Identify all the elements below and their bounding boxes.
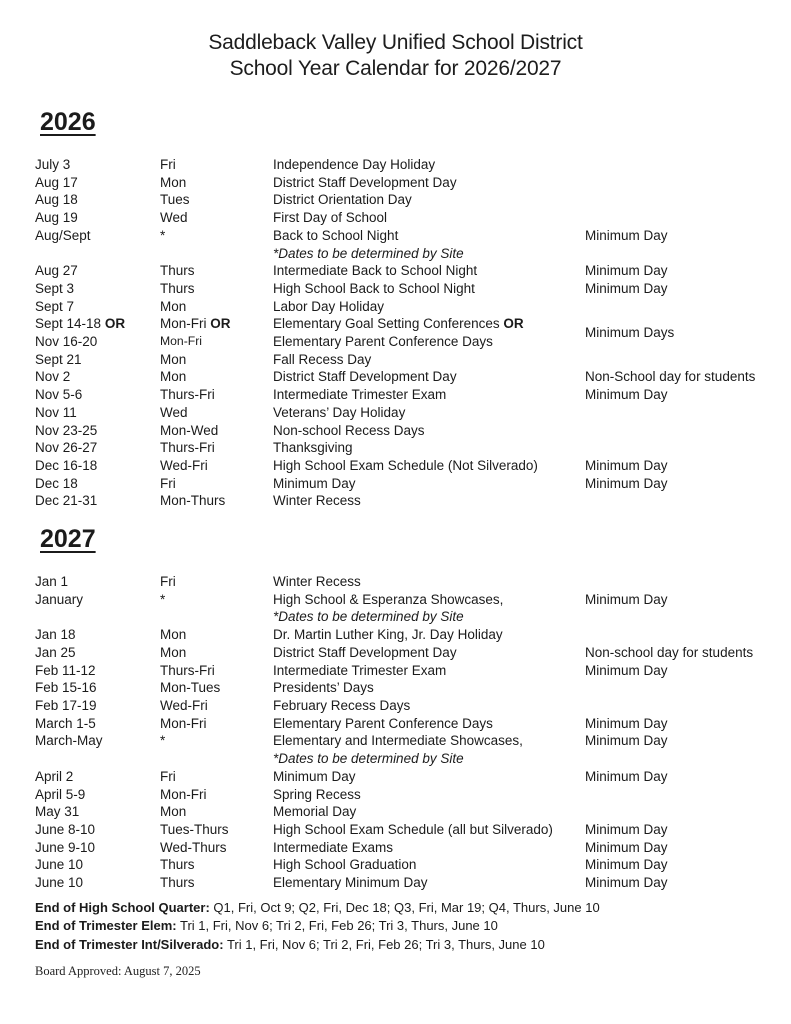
calendar-row (35, 368, 791, 386)
calendar-row (35, 839, 791, 857)
calendar-row (35, 475, 791, 493)
date-cell: May 31 (35, 804, 80, 820)
event-cell: Independence Day Holiday (273, 157, 436, 172)
day-cell: Wed (160, 210, 188, 226)
note-cell (585, 679, 791, 697)
note-cell (585, 191, 791, 209)
calendar-row (35, 191, 791, 209)
note-cell: Minimum Day (585, 263, 668, 279)
date-cell: June 10 (35, 857, 84, 873)
calendar-row (35, 404, 791, 422)
day-cell: Mon-Fri (160, 334, 202, 349)
day-cell: Mon-Tues (160, 680, 221, 696)
note-cell: Non-school day for students (585, 644, 754, 660)
note-cell (585, 626, 791, 644)
dates-determined-by-site-note: *Dates to be determined by Site (273, 751, 464, 767)
end-of-high-school-quarter-line (35, 899, 791, 918)
event-cell: Minimum Day (273, 768, 356, 784)
event-cell: Minimum Day (273, 475, 356, 491)
day-cell: Tues (160, 192, 190, 208)
title-line-calendar-year: School Year Calendar for 2026/2027 (229, 57, 562, 80)
day-cell: Thurs (160, 857, 195, 873)
event-cell: February Recess Days (273, 697, 411, 713)
calendar-row (35, 351, 791, 369)
event-cell: Dr. Martin Luther King, Jr. Day Holiday (273, 627, 503, 643)
calendar-row (35, 803, 791, 821)
calendar-row (35, 856, 791, 874)
event-cell: Elementary and Intermediate Showcases, (273, 733, 523, 749)
calendar-row (35, 209, 791, 227)
calendar-row (35, 874, 791, 892)
event-cell: Back to School Night (273, 227, 399, 243)
event-cell: District Orientation Day (273, 192, 412, 208)
day-cell: Mon (160, 174, 187, 190)
date-cell: March 1-5 (35, 715, 96, 731)
calendar-row (35, 386, 791, 404)
date-cell: Aug/Sept (35, 227, 91, 243)
event-cell: Elementary Minimum Day (273, 875, 428, 891)
event-cell: High School Graduation (273, 857, 417, 873)
note-cell: Minimum Day (585, 662, 668, 678)
event-cell: District Staff Development Day (273, 174, 457, 190)
day-cell: Fri (160, 768, 176, 784)
note-cell (585, 697, 791, 715)
calendar-row (35, 457, 791, 475)
note-cell (585, 209, 791, 227)
event-cell: District Staff Development Day (273, 644, 457, 660)
date-cell: June 10 (35, 875, 84, 891)
date-cell: June 8-10 (35, 821, 96, 837)
event-cell: Labor Day Holiday (273, 298, 385, 314)
note-cell (585, 156, 791, 174)
day-cell: Wed-Fri (160, 457, 208, 473)
day-cell: Thurs (160, 875, 195, 891)
day-cell: Fri (160, 574, 176, 590)
day-cell: Mon (160, 804, 187, 820)
event-cell: District Staff Development Day (273, 369, 457, 385)
date-cell: April 5-9 (35, 786, 86, 802)
calendar-row (35, 315, 791, 341)
date-cell: Nov 23-25 (35, 422, 98, 438)
date-cell: Feb 15-16 (35, 680, 97, 696)
calendar-row (35, 679, 791, 697)
day-cell: * (160, 227, 166, 243)
title-line-district: Saddleback Valley Unified School District (208, 31, 583, 54)
event-cell: Presidents’ Days (273, 680, 374, 696)
day-cell: Thurs-Fri (160, 440, 215, 456)
event-cell: Veterans’ Day Holiday (273, 404, 406, 420)
note-cell: Minimum Day (585, 821, 668, 837)
footer-notes (35, 899, 791, 980)
date-cell: Feb 17-19 (35, 697, 97, 713)
day-cell: Thurs-Fri (160, 662, 215, 678)
calendar-row (35, 573, 791, 591)
event-cell: Intermediate Exams (273, 839, 394, 855)
day-cell: Mon-Thurs (160, 493, 226, 509)
event-cell: Spring Recess (273, 786, 361, 802)
day-cell: Fri (160, 157, 176, 172)
calendar-row (35, 662, 791, 680)
day-cell: Mon (160, 351, 187, 367)
note-cell (585, 298, 791, 316)
dates-determined-by-site-note: *Dates to be determined by Site (273, 609, 464, 625)
calendar-row (35, 768, 791, 786)
calendar-row (35, 644, 791, 662)
end-of-trimester-elem-label: End of Trimester Elem: (35, 918, 177, 934)
event-cell: Elementary Goal Setting Conferences OR (273, 316, 524, 332)
event-cell: Non-school Recess Days (273, 422, 425, 438)
note-cell (585, 404, 791, 422)
end-of-trimester-elem-dates: Tri 1, Fri, Nov 6; Tri 2, Fri, Feb 26; Tri 3, Thurs, June 10 (179, 918, 498, 934)
note-cell (585, 786, 791, 804)
end-of-trimester-elem-line (35, 917, 791, 936)
date-cell: July 3 (35, 157, 71, 172)
calendar-row (35, 626, 791, 644)
date-cell: Jan 1 (35, 574, 69, 590)
event-cell: High School Exam Schedule (Not Silverado) (273, 457, 538, 473)
date-cell: Aug 19 (35, 210, 78, 226)
event-cell: Memorial Day (273, 804, 357, 820)
day-cell: * (160, 733, 166, 749)
day-cell: Fri (160, 475, 176, 491)
note-cell (585, 803, 791, 821)
event-cell: Intermediate Back to School Night (273, 263, 478, 279)
date-cell: Jan 18 (35, 627, 76, 643)
date-cell: Sept 7 (35, 298, 75, 314)
note-cell (585, 492, 791, 510)
date-cell: Sept 21 (35, 351, 82, 367)
note-cell: Non-School day for students (585, 369, 756, 385)
note-cell: Minimum Day (585, 733, 668, 749)
day-cell: Wed-Fri (160, 697, 208, 713)
date-cell: Feb 11-12 (35, 662, 96, 678)
event-cell: Thanksgiving (273, 440, 353, 456)
year-heading-2027: 2027 (40, 525, 96, 554)
calendar-row (35, 174, 791, 192)
event-cell: High School Back to School Night (273, 280, 475, 296)
note-cell: Minimum Day (585, 280, 668, 296)
calendar-row (35, 227, 791, 262)
event-cell: Intermediate Trimester Exam (273, 387, 447, 403)
event-cell: High School & Esperanza Showcases, (273, 591, 504, 607)
day-cell: Mon-Fri (160, 715, 207, 731)
date-cell: Nov 2 (35, 369, 71, 385)
day-cell: Tues-Thurs (160, 821, 229, 837)
date-cell: Aug 27 (35, 263, 78, 279)
note-cell: Minimum Day (585, 387, 668, 403)
calendar-row (35, 697, 791, 715)
date-cell: Nov 26-27 (35, 440, 98, 456)
calendar-row (35, 492, 791, 510)
note-cell: Minimum Day (585, 875, 668, 891)
calendar-rows-2027 (35, 573, 791, 892)
day-cell: Mon-Fri OR (160, 316, 231, 332)
note-cell: Minimum Day (585, 839, 668, 855)
note-cell: Minimum Day (585, 457, 668, 473)
date-cell: Nov 11 (35, 404, 77, 420)
calendar-row (35, 280, 791, 298)
note-cell (585, 422, 791, 440)
day-cell: Wed (160, 404, 188, 420)
calendar-row (35, 298, 791, 316)
date-cell-bold-or: OR (104, 316, 126, 332)
year-heading-2026: 2026 (40, 108, 96, 136)
date-cell: Sept 3 (35, 280, 75, 296)
note-cell: Minimum Day (585, 591, 668, 607)
calendar-row (35, 786, 791, 804)
calendar-row (35, 591, 791, 626)
date-cell: June 9-10 (35, 839, 96, 855)
event-cell: Fall Recess Day (273, 351, 372, 367)
note-cell (585, 351, 791, 369)
event-cell: Intermediate Trimester Exam (273, 662, 447, 678)
day-cell: Thurs-Fri (160, 387, 215, 403)
day-cell: Thurs (160, 280, 195, 296)
event-cell-bold-or: OR (503, 316, 524, 332)
calendar-row (35, 439, 791, 457)
calendar-row (35, 715, 791, 733)
date-cell: Dec 21-31 (35, 493, 98, 509)
date-cell: Dec 16-18 (35, 457, 98, 473)
note-cell (585, 573, 791, 591)
day-cell: Mon-Wed (160, 422, 219, 438)
day-cell: * (160, 591, 166, 607)
day-cell: Mon (160, 644, 187, 660)
note-cell: Minimum Day (585, 857, 668, 873)
event-cell: High School Exam Schedule (all but Silverado) (273, 821, 553, 837)
day-cell-bold-or: OR (210, 316, 231, 332)
event-cell: First Day of School (273, 210, 388, 226)
date-cell: January (35, 591, 84, 607)
note-cell: Minimum Day (585, 475, 668, 491)
note-cell (585, 174, 791, 192)
end-of-trimester-int-silverado-label: End of Trimester Int/Silverado: (35, 936, 224, 952)
date-cell: Aug 18 (35, 192, 78, 208)
note-cell: Minimum Day (585, 768, 668, 784)
event-cell: Winter Recess (273, 493, 361, 509)
date-cell: Sept 14-18 OR (35, 316, 126, 332)
document-title (0, 30, 791, 82)
calendar-row (35, 156, 791, 174)
calendar-row (35, 422, 791, 440)
note-cell: Minimum Days (585, 325, 675, 341)
date-cell: Jan 25 (35, 644, 76, 660)
end-of-high-school-quarter-label: End of High School Quarter: (35, 899, 210, 915)
date-cell: Aug 17 (35, 174, 78, 190)
day-cell: Mon-Fri (160, 786, 207, 802)
end-of-high-school-quarter-dates: Q1, Fri, Oct 9; Q2, Fri, Dec 18; Q3, Fri, Mar 19; Q4, Thurs, June 10 (213, 899, 600, 915)
day-cell: Mon (160, 627, 187, 643)
board-approved-note: Board Approved: August 7, 2025 (35, 963, 201, 978)
calendar-row (35, 262, 791, 280)
date-cell: Dec 18 (35, 475, 78, 491)
note-cell (585, 439, 791, 457)
day-cell: Wed-Thurs (160, 839, 227, 855)
event-cell: Winter Recess (273, 574, 361, 590)
day-cell: Mon (160, 298, 187, 314)
event-cell: Elementary Parent Conference Days (273, 334, 493, 350)
day-cell: Mon (160, 369, 187, 385)
note-cell: Minimum Day (585, 227, 668, 243)
event-cell: Elementary Parent Conference Days (273, 715, 493, 731)
calendar-rows-2026 (35, 156, 791, 510)
calendar-row (35, 732, 791, 767)
date-cell: Nov 16-20 (35, 334, 98, 350)
calendar-row (35, 821, 791, 839)
dates-determined-by-site-note: *Dates to be determined by Site (273, 245, 464, 261)
end-of-trimester-int-silverado-dates: Tri 1, Fri, Nov 6; Tri 2, Fri, Feb 26; Tri 3, Thurs, June 10 (226, 936, 545, 952)
date-cell: March-May (35, 733, 103, 749)
date-cell: April 2 (35, 768, 74, 784)
note-cell: Minimum Day (585, 715, 668, 731)
date-cell: Nov 5-6 (35, 387, 83, 403)
day-cell: Thurs (160, 263, 195, 279)
end-of-trimester-int-silverado-line (35, 936, 791, 955)
